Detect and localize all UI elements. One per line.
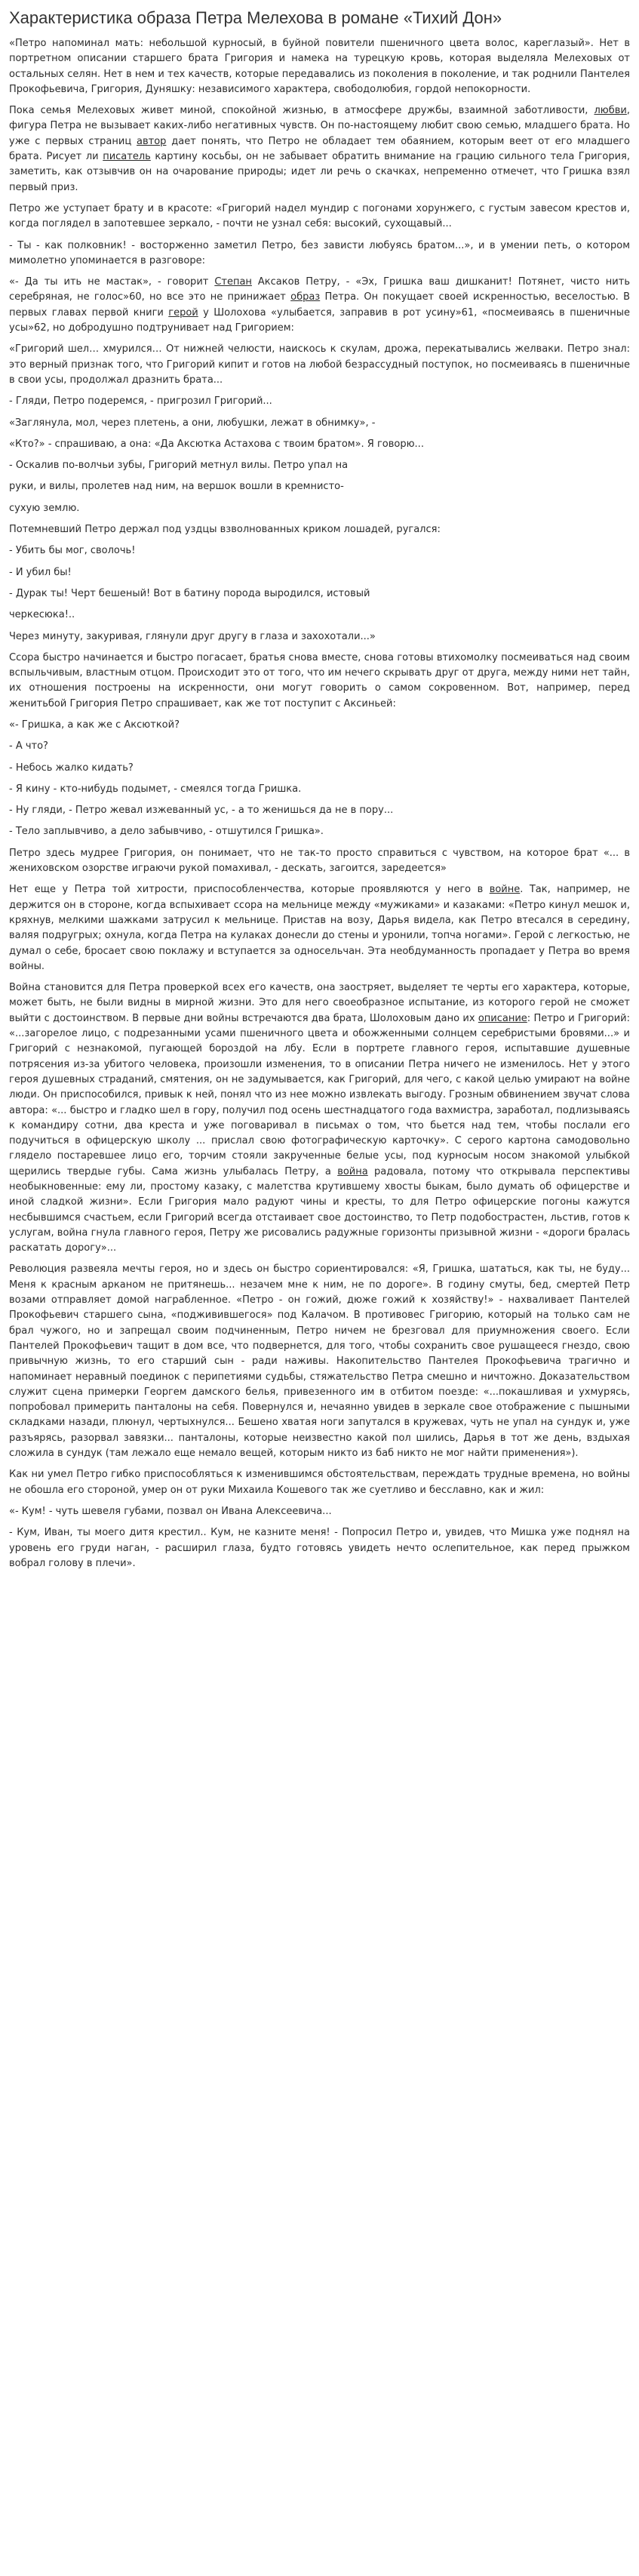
article-paragraph (9, 239, 630, 269)
paragraph-text: Пока семья Мелеховых живет миной, спокойной жизнью, в атмосфере дружбы, взаимной заботливости, (9, 105, 594, 117)
paragraph-text: «- Гришка, а как же с Аксюткой? (9, 719, 180, 731)
article-paragraph (9, 522, 630, 537)
paragraph-text: - И убил бы! (9, 566, 72, 578)
paragraph-text: - Убить бы мог, сволочь! (9, 545, 136, 557)
inline-link[interactable]: война (337, 1165, 368, 1177)
paragraph-text: : Петро и Григорий: «...загорелое лицо, с подрезанными усами пшеничного цвета и обожженными солнцем серебристыми бровями...» и Григорий с незнакомой, пугающей бороздой на лбу. Если в портрете главного героя, испытавшие душевные потрясения из-за убитого человека, произошли изменения, то в описании Петра ничего не изменилось. Нет у этого героя душевных страданий, смятения, он не задумывается, как Григорий, для чего, с какой целью умирают на войне люди. Он приспособился, привык к ней, понял что из нее можно извлекать выгоду. Грозным обвинением звучат слова автора: «... быстро и гладко шел в гору, получил под осень шестнадцатого года вахмистра, заработал, подлизываясь к командиру сотни, два креста и уже поговаривал в письмах о том, что бьется над тем, чтобы послали его подучиться в офицерскую школу ... прислал свою фотографическую карточку». С серого картона самодовольно глядело постаревшее лицо его, торчим стояли закрученные белые усы, под курносым носом знакомой улыбкой щерились твердые губы. Сама жизнь улыбалась Петру, а (9, 1012, 630, 1177)
paragraph-text: Нет еще у Петра той хитрости, приспособленчества, которые проявляются у него в (9, 884, 490, 896)
paragraph-text: «- Кум! - чуть шевеля губами, позвал он Ивана Алексеевича... (9, 1505, 332, 1517)
article-paragraph (9, 846, 630, 877)
paragraph-text: - Я кину - кто-нибудь подымет, - смеялся тогда Гришка. (9, 783, 302, 795)
inline-link[interactable]: войне (489, 884, 521, 896)
article-paragraph (9, 36, 630, 97)
paragraph-text: руки, и вилы, пролетев над ним, на вершок вошли в кремнисто- (9, 481, 344, 493)
article-paragraph (9, 437, 630, 452)
paragraph-text: картину косьбы, он не забывает обратить внимание на грацию сильного тела Григория, заметить, как отзывчив он на очарование природы; идет ли речь о скачках, непременно отмечет, что Гришка взял первый приз. (9, 151, 630, 193)
article-paragraph (9, 479, 630, 494)
article-paragraph (9, 824, 630, 839)
paragraph-text: - Кум, Иван, ты моего дитя крестил.. Кум, не казните меня! - Попросил Петро и, увидев, что Мишка уже поднял на уровень его груди наган, - расширил глаза, будто готовясь увидеть нечто ослепительное, как перед прыжком вобрал голову в плечи». (9, 1527, 630, 1569)
paragraph-text: «Заглянула, мол, через плетень, а они, любушки, лежат в обнимку», - (9, 417, 376, 429)
paragraph-text: Через минуту, закуривая, глянули друг другу в глаза и захохотали...» (9, 630, 376, 642)
article-paragraph (9, 394, 630, 409)
paragraph-text: Петро здесь мудрее Григория, он понимает, что не так-то просто справиться с чувством, на которое брат «... в жениховском озорстве играючи рукой помахивал, - дескать, загоится, заредеется» (9, 847, 630, 875)
article-paragraph (9, 803, 630, 818)
article-paragraph (9, 1467, 630, 1498)
inline-link[interactable]: описание (478, 1012, 527, 1024)
paragraph-text: , фигура Петра не вызывает каких-либо негативных чувств. Он по-настоящему любит свою семью, младшего брата. Но уже с первых страниц (9, 105, 630, 147)
paragraph-text: - Небось жалко кидать? (9, 762, 134, 774)
article-paragraph (9, 761, 630, 776)
paragraph-text: Петра. Он покущает своей искренностью, веселостью. В первых главах первой книги (9, 291, 630, 319)
paragraph-text: . Так, например, не держится он в стороне, когда вспыхивает ссора на мельнице между «мужиками» и казаками: «Петро кинул мешок и, кряхнув, мелкими шажками затрусил к мельнице. Пристав на возу, Дарья видела, как Петро втесался в середину, валяя подругрых; охнула, когда Петра на кулаках донесли до стены и уронили, топча ногами». Герой с легкостью, не думал о себе, бросает свою поклажу и вступается за односельчан. Эта необдуманность пропадает у Петра во время войны. (9, 884, 630, 972)
article-paragraph (9, 1262, 630, 1461)
paragraph-text: - Гляди, Петро подеремся, - пригрозил Григорий... (9, 395, 272, 408)
article-paragraph (9, 739, 630, 754)
article-paragraph (9, 718, 630, 733)
paragraph-text: - Оскалив по-волчьи зубы, Григорий метнул вилы. Петро упал на (9, 460, 349, 472)
article-title: Характеристика образа Петра Мелехова в романе «Тихий Дон» (9, 8, 502, 27)
paragraph-text: Петро же уступает брату и в красоте: «Григорий надел мундир с погонами хорунжего, с густым завесом крестов и, когда поглядел в запотевшее зеркало, - почти не узнал себя: высокий, сухощавый... (9, 202, 630, 230)
article-paragraph (9, 782, 630, 797)
article-paragraph (9, 458, 630, 473)
paragraph-text: черкесюка!.. (9, 609, 75, 621)
paragraph-text: «- Да ты ить не мастак», - говорит (9, 276, 215, 288)
article-body (9, 36, 630, 1571)
paragraph-text: Война становится для Петра проверкой всех его качеств, она заостряет, выделяет те черты его характера, которые, может быть, не были видны в мирной жизни. Это для него своеобразное испытание, из которого герой не сможет выйти с достоинством. В первые дни войны встречаются два брата, Шолоховым дано их (9, 982, 630, 1024)
article-paragraph (9, 1525, 630, 1571)
paragraph-text: - А что? (9, 740, 48, 752)
paragraph-text: - Ты - как полковник! - восторженно заметил Петро, без зависти любуясь братом...», и в умении петь, о котором мимолетно упоминается в разговоре: (9, 239, 630, 266)
paragraph-text: Революция развеяла мечты героя, но и здесь он быстро сориентировался: «Я, Гришка, шататься, как ты, не буду... Меня к красным арканом не притянешь... незачем мне к ним, не по дороге». В годину смуты, бед, смертей Петр возами отправляет домой награбленное. «Петро - он гожий, дюже гожий к хозяйству!» - нахваливает Пантелей Прокофьевич старшего сына, «подживившегося» под Калачом. В противовес Григорию, который на только сам не брал чужого, но и запрещал своим подчиненным, Петро ничем не брезговал для приумножения своего. Если Пантелей Прокофьевич тащит в дом все, что подвернется, для того, чтобы сохранить свое рушащееся гнездо, свою привычную жизнь, то его старший сын - ради наживы. Накопительство Пантелея Прокофьевича трагично и напоминает неравный поединок с перипетиями судьбы, стяжательство Петра смешно и ничтожно. Доказательством служит сцена примерки Георгем дамского белья, привезенного им в отбитом поезде: «...покашливая и ухмурясь, попробовал примерить панталоны на себя. Повернулся и, нечаянно увидев в зеркале свое отображение с пышными складками назади, плюнул, чертыхнулся... Бешено хватая ноги запутался в кружевах, чуть не упал на сундук и, уже разъярясь, разорвал завязки... панталоны, которые неизвестно какой пол шились, Дарья в тот же день, вздыхая сложила в сундук (там лежало еще немало вещей, которым никто из баб никто не мог найти применения»). (9, 1263, 630, 1460)
paragraph-text: «Петро напоминал мать: небольшой курносый, в буйной повители пшеничного цвета волос, кареглазый». Нет в портретном описании старшего брата Григория и намека на турецкую кровь, которая выделяла Мелеховых от остальных селян. Нет в нем и тех качеств, которые передавались из поколения в поколение, и так роднили Пантелея Прокофьевича, Григория, Дуняшку: независимого характера, свободолюбия, гордой непокорности. (9, 38, 630, 95)
inline-link[interactable]: герой (168, 306, 198, 319)
paragraph-text: радовала, потому что открывала перспективы необыкновенные: ему ли, простому казаку, с малетства крутившему хвосты быкам, было думать об офицерстве и иной сладкой жизни». Если Григория мало радуют чины и кресты, то для Петро офицерские погоны кажутся несбывшимся счастьем, если Григорий всегда отстаивает свое достоинство, то Петр подобострастен, льстив, готов к услугам, война гнула главного героя, Петру же рисовались радужные горизонты призывной жизни - «дороги бралась раскатать дорогу»... (9, 1165, 630, 1254)
inline-link[interactable]: Степан (214, 276, 252, 288)
paragraph-text: «Григорий шел… хмурился… От нижней челюсти, наискось к скулам, дрожа, перекатывались желваки. Петро знал: это верный признак того, что Григорий кипит и готов на любой безрассудный поступок, но посмеиваясь в пшеничные в свои усы, продолжал дразнить брата... (9, 343, 630, 386)
inline-link[interactable]: писатель (103, 151, 151, 163)
paragraph-text: - Ну гляди, - Петро жевал изжеванный ус, - а то женишься да не в пору... (9, 805, 394, 817)
article-paragraph (9, 608, 630, 623)
paragraph-text: - Тело заплывчиво, а дело забывчиво, - отшутился Гришка». (9, 826, 324, 838)
article-paragraph (9, 629, 630, 645)
inline-link[interactable]: образ (290, 291, 321, 303)
article-paragraph (9, 103, 630, 195)
article-paragraph (9, 342, 630, 388)
paragraph-text: Ссора быстро начинается и быстро погасает, братья снова вместе, снова готовы втихомолку посмеиваться над своим вспыльчивым, властным отцом. Происходит это от того, что им нечего скрывать друг от друга, между ними нет тайн, их отношения построены на искренности, они могут говорить о самом сокровенном. Вот, например, перед женитьбой Григория Петро спрашивает, как же тот поступит с Аксиньей: (9, 651, 630, 709)
article-paragraph (9, 202, 630, 232)
paragraph-text: «Кто?» - спрашиваю, а она: «Да Аксютка Астахова с твоим братом». Я говорю... (9, 438, 424, 450)
article-paragraph (9, 586, 630, 602)
paragraph-text: - Дурак ты! Черт бешеный! Вот в батину порода выродился, истовый (9, 587, 370, 599)
article-paragraph (9, 882, 630, 974)
paragraph-text: дает понять, что Петро не обладает тем обаянием, которым веет от его младшего брата. Рисует ли (9, 135, 630, 163)
paragraph-text: Как ни умел Петро гибко приспособляться к изменившимся обстоятельствам, переждать трудные времена, но войны не обошла его стороной, умер он от руки Михаила Кошевого так же суетливо и бесславно, как и жил: (9, 1469, 630, 1496)
article-paragraph (9, 1504, 630, 1519)
paragraph-text: Потемневший Петро держал под уздцы взволнованных криком лошадей, ругался: (9, 524, 441, 536)
article-paragraph (9, 651, 630, 712)
article-paragraph (9, 565, 630, 580)
article-paragraph (9, 980, 630, 1256)
paragraph-text: у Шолохова «улыбается, заправив в рот усину»61, «посмеиваясь в пшеничные усы»62, но добродушно подтрунивает над Григорием: (9, 306, 631, 334)
article-paragraph (9, 501, 630, 516)
inline-link[interactable]: автор (137, 135, 167, 147)
paragraph-text: Аксаков Петру, - «Эх, Гришка ваш дишканит! Потянет, чисто нить серебряная, не голос»60, но все это не принижает (9, 276, 630, 303)
article-paragraph (9, 416, 630, 431)
article-paragraph (9, 543, 630, 559)
paragraph-text: сухую землю. (9, 502, 80, 514)
inline-link[interactable]: любви (594, 105, 627, 117)
article-paragraph (9, 275, 630, 336)
